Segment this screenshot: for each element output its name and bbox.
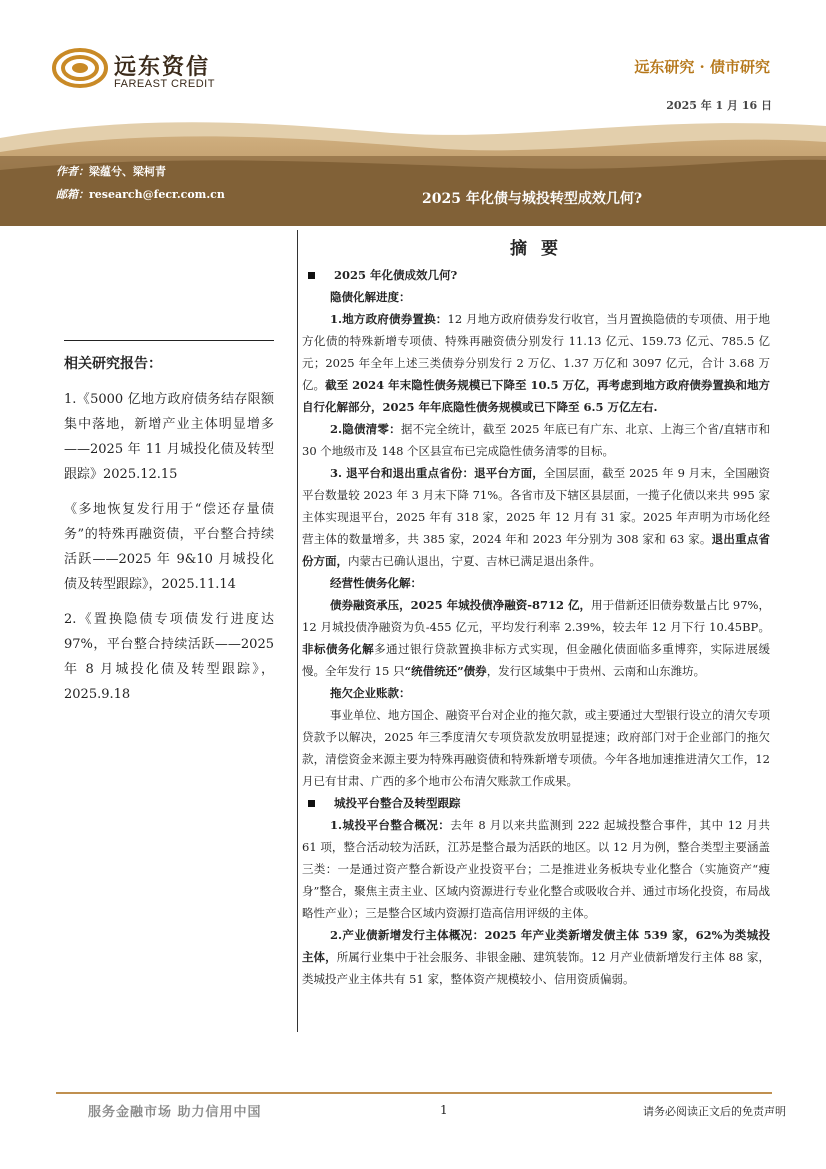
document-title: 2025 年化债与城投转型成效几何? — [422, 191, 643, 207]
page-number: 1 — [440, 1103, 448, 1117]
bullet-square-icon — [308, 272, 315, 279]
related-report-item[interactable]: 2.《置换隐债专项债发行进度达 97%，平台整合持续活跃——2025 年 8 月城投化债及转型跟踪》，2025.9.18 — [64, 612, 274, 702]
footer-disclaimer: 请务必阅读正文后的免责声明 — [643, 1105, 786, 1118]
abstract-section — [302, 238, 770, 990]
paragraph: 事业单位、地方国企、融资平台对企业的拖欠款，或主要通过大型银行设立的清欠专项贷款予以解决，2025 年三季度清欠专项贷款发放明显提速；政府部门对于企业部门的拖欠款，清偿资金来源主要为特殊再融资债和特殊新增专项债。今年各地加速推进清欠工作，12 月已有甘肃、广西的多个地市公布清欠账款工作成果。 — [302, 708, 770, 788]
email-line — [56, 186, 225, 202]
paragraph: 1.地方政府债券置换：12 月地方政府债券发行收官，当月置换隐债的专项债、用于地方化债的特殊新增专项债、特殊再融资债分别发行 11.13 亿元、159.73 亿元、785.5 亿元；2025 年全年上述三类债券分别发行 2 万亿、1.37 万亿和 3097 亿元，合计 3.68 万亿。截至 2024 年末隐性债务规模已下降至 10.5 万亿，再考虑到地方政府债券置换和地方自行化解部分，2025 年年底隐性债务规模或已下降至 6.5 万亿左右. — [302, 312, 771, 414]
subsection-heading: 经营性债务化解： — [330, 576, 422, 590]
paragraph: 2.隐债清零：据不完全统计，截至 2025 年底已有广东、北京、上海三个省/直辖市和 30 个地级市及 148 个区县宣布已完成隐性债务清零的目标。 — [302, 422, 770, 458]
paragraph: 1.城投平台整合概况：去年 8 月以来共监测到 222 起城投整合事件，其中 12 月共 61 项，整合活动较为活跃，江苏是整合最为活跃的地区。以 12 月为例，整合类型主要涵盖三类：一是通过资产整合新设产业投资平台；二是推进业务板块专业化整合（实施资产“瘦身”整合，聚焦主责主业、区域内资源进行专业化整合或吸收合并、通过市场化投资，布局战略性产业）；三是整合区域内资源打造高信用评级的主体。 — [302, 818, 770, 920]
section-heading: 2025 年化债成效几何? — [302, 264, 770, 286]
sidebar-rule — [64, 340, 274, 341]
related-report-item[interactable]: 《多地恢复发行用于“偿还存量债务”的特殊再融资债，平台整合持续活跃——2025 年 9&10 月城投化债及转型跟踪》，2025.11.14 — [64, 502, 274, 592]
bullet-square-icon — [308, 800, 315, 807]
related-report-item[interactable]: 1.《5000 亿地方政府债务结存限额集中落地，新增产业主体明显增多——2025 年 11 月城投化债及转型跟踪》2025.12.15 — [64, 392, 274, 482]
column-divider — [297, 230, 298, 1032]
related-reports-heading: 相关研究报告： — [64, 356, 162, 372]
email-value[interactable]: research@fecr.com.cn — [89, 188, 225, 201]
footer-divider — [56, 1092, 772, 1094]
report-series: 远东研究 · 债市研究 — [634, 58, 770, 76]
authors-key: 作者： — [56, 165, 89, 178]
subsection-heading: 拖欠企业账款： — [330, 686, 411, 700]
paragraph: 债券融资承压，2025 年城投债净融资-8712 亿，用于借新还旧债券数量占比 97%，12 月城投债净融资为负-455 亿元，平均发行利率 2.39%，较去年 12 月下行 10.45BP。非标债务化解多通过银行贷款置换非标方式实现，但金融化债面临多重博弈，实际进展缓慢。全年发行 15 只“统借统还”债券，发行区域集中于贵州、云南和山东潍坊。 — [302, 598, 771, 678]
report-date: 2025 年 1 月 16 日 — [666, 99, 772, 112]
brand-name-en: FAREAST CREDIT — [114, 78, 215, 90]
email-key: 邮箱： — [56, 188, 89, 201]
abstract-heading: 摘 要 — [510, 239, 562, 259]
related-reports-sidebar — [64, 340, 274, 717]
authors-value: 梁蕴兮、梁柯青 — [89, 165, 166, 178]
section-heading: 城投平台整合及转型跟踪 — [302, 792, 770, 814]
footer-slogan: 服务金融市场 助力信用中国 — [88, 1105, 262, 1120]
fareast-logo-icon — [52, 48, 108, 88]
paragraph: 2.产业债新增发行主体概况：2025 年产业类新增发债主体 539 家，62%为类城投主体，所属行业集中于社会服务、非银金融、建筑装饰。12 月产业债新增发行主体 88 家，类城投产业主体共有 51 家，整体资产规模较小、信用资质偏弱。 — [302, 928, 771, 986]
authors-line — [56, 163, 166, 179]
paragraph: 3. 退平台和退出重点省份：退平台方面，全国层面，截至 2025 年 9 月末，全国融资平台数量较 2023 年 3 月末下降 71%。各省市及下辖区县层面，一揽子化债以来共 995 家主体实现退平台，2025 年有 318 家，2025 年 12 月有 31 家。2025 年声明为市场化经营主体的数量增多，共 385 家，2024 年和 2023 年分别为 308 家和 63 家。退出重点省份方面，内蒙古已确认退出，宁夏、吉林已满足退出条件。 — [302, 466, 771, 568]
brand-name-cn: 远东资信 — [114, 55, 211, 80]
subsection-heading: 隐债化解进度： — [330, 290, 411, 304]
